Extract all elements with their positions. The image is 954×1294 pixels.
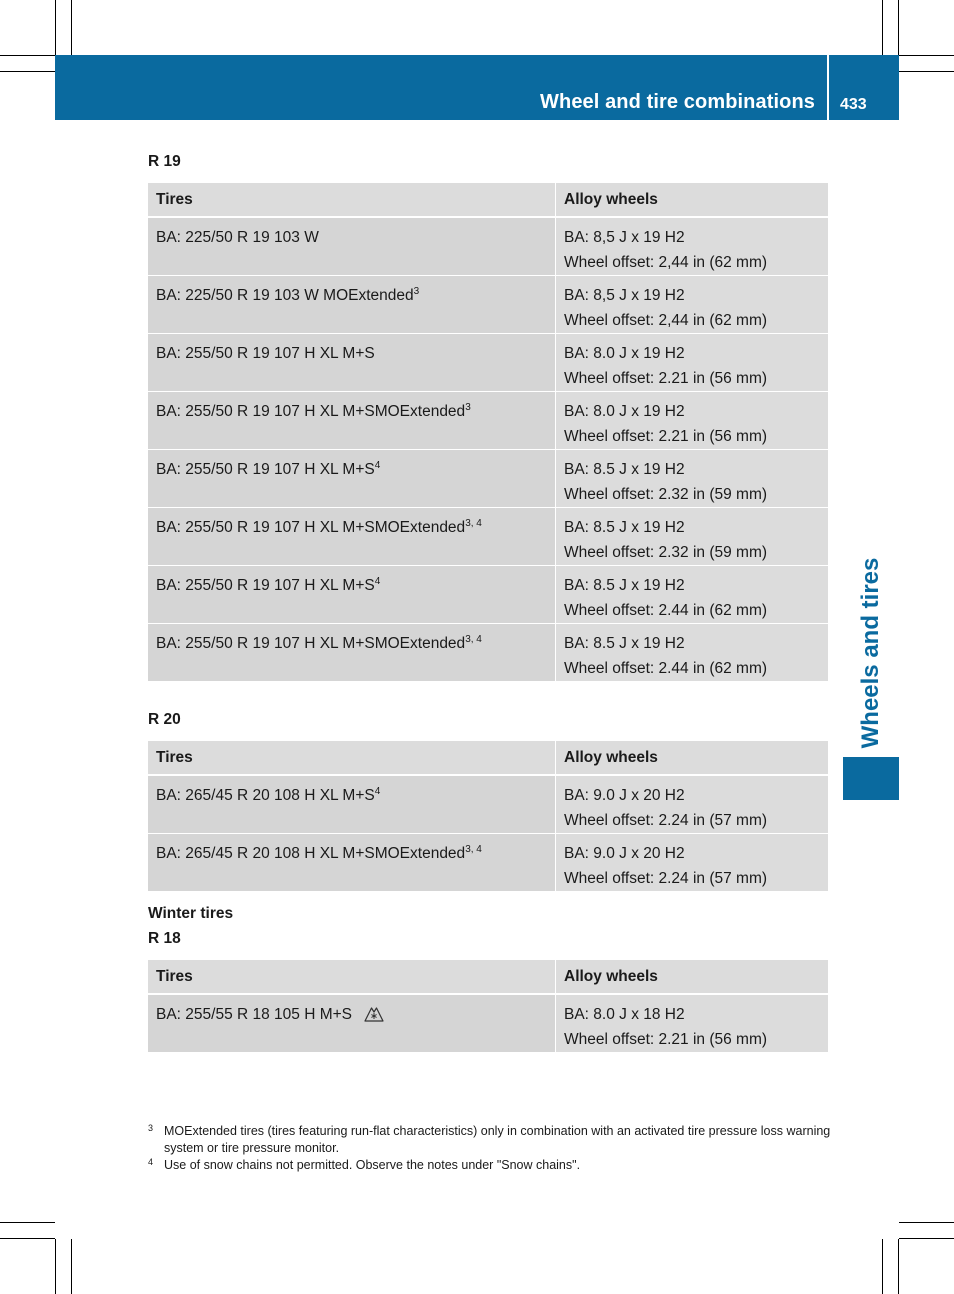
tire-spec: BA: 255/50 R 19 107 H XL M+S [156, 345, 375, 362]
tire-spec: BA: 225/50 R 19 103 W [156, 229, 319, 246]
tire-cell [148, 450, 556, 508]
crop-mark [898, 1239, 899, 1294]
table-row [148, 624, 828, 682]
wheel-offset: Wheel offset: 2.44 in (62 mm) [564, 660, 768, 677]
wheel-offset: Wheel offset: 2.32 in (59 mm) [564, 486, 768, 503]
column-header-alloy-wheels: Alloy wheels [556, 960, 829, 994]
wheel-spec: BA: 8.0 J x 19 H2 [564, 345, 685, 362]
column-header-alloy-wheels: Alloy wheels [556, 183, 829, 217]
footnote-ref: 4 [374, 576, 381, 587]
table-row [148, 834, 828, 892]
wheel-cell [556, 217, 829, 276]
wheel-offset: Wheel offset: 2.44 in (62 mm) [564, 602, 768, 619]
side-tab-marker [843, 757, 899, 800]
wheel-cell [556, 508, 829, 566]
table-row [148, 450, 828, 508]
crop-mark [0, 1238, 55, 1239]
tire-cell [148, 775, 556, 834]
footnote-ref: 4 [374, 460, 381, 471]
tire-spec: BA: 255/50 R 19 107 H XL M+S [156, 461, 375, 478]
tire-spec: BA: 255/50 R 19 107 H XL M+S [156, 577, 375, 594]
footnote [148, 1123, 833, 1157]
wheel-spec: BA: 9.0 J x 20 H2 [564, 787, 685, 804]
wheel-spec: BA: 8.0 J x 18 H2 [564, 1006, 685, 1023]
wheel-spec: BA: 8.0 J x 19 H2 [564, 403, 685, 420]
column-header-tires: Tires [148, 741, 556, 775]
page-number-box [829, 55, 899, 120]
column-header-alloy-wheels: Alloy wheels [556, 741, 829, 775]
page-title: Wheel and tire combinations [540, 91, 815, 113]
wheel-cell [556, 450, 829, 508]
page-number: 433 [840, 96, 867, 113]
wheel-spec: BA: 8.5 J x 19 H2 [564, 461, 685, 478]
wheel-cell [556, 392, 829, 450]
wheel-spec: BA: 8.5 J x 19 H2 [564, 577, 685, 594]
footnote-ref: 3, 4 [465, 634, 482, 645]
wheel-offset: Wheel offset: 2,44 in (62 mm) [564, 312, 768, 329]
footnotes [148, 1123, 833, 1174]
crop-mark [0, 1222, 55, 1223]
snowflake-mountain-icon [364, 1004, 384, 1022]
footnote-ref: 3 [413, 286, 420, 297]
table-header-row [148, 960, 828, 994]
table-r18-winter [148, 960, 828, 1053]
footnote [148, 1157, 833, 1174]
side-tab-label: Wheels and tires [857, 557, 884, 749]
crop-mark [0, 71, 55, 72]
tire-cell [148, 217, 556, 276]
table-row [148, 566, 828, 624]
wheel-spec: BA: 8.5 J x 19 H2 [564, 519, 685, 536]
section-label-r18: R 18 [148, 930, 181, 947]
crop-mark [71, 1239, 72, 1294]
wheel-cell [556, 624, 829, 682]
table-row [148, 775, 828, 834]
tire-spec: BA: 255/55 R 18 105 H M+S [156, 1006, 353, 1023]
tire-cell [148, 508, 556, 566]
footnote-number: 3 [148, 1123, 154, 1133]
table-row [148, 994, 828, 1053]
wheel-spec: BA: 9.0 J x 20 H2 [564, 845, 685, 862]
wheel-cell [556, 566, 829, 624]
crop-mark [55, 0, 56, 55]
tire-spec: BA: 255/50 R 19 107 H XL M+SMOExtended [156, 635, 466, 652]
column-header-tires: Tires [148, 183, 556, 217]
wheel-offset: Wheel offset: 2.24 in (57 mm) [564, 812, 768, 829]
wheel-offset: Wheel offset: 2.24 in (57 mm) [564, 870, 768, 887]
crop-mark [882, 0, 883, 55]
section-heading-winter-tires: Winter tires [148, 905, 234, 922]
wheel-offset: Wheel offset: 2.21 in (56 mm) [564, 428, 768, 445]
wheel-cell [556, 994, 829, 1053]
footnote-ref: 3, 4 [465, 518, 482, 529]
crop-mark [899, 55, 954, 56]
table-row [148, 392, 828, 450]
tire-spec: BA: 255/50 R 19 107 H XL M+SMOExtended [156, 403, 466, 420]
section-label-r19: R 19 [148, 153, 181, 170]
footnote-number: 4 [148, 1157, 154, 1167]
tire-cell [148, 834, 556, 892]
wheel-cell [556, 775, 829, 834]
tire-spec: BA: 265/45 R 20 108 H XL M+S [156, 787, 375, 804]
wheel-offset: Wheel offset: 2,44 in (62 mm) [564, 254, 768, 271]
header-bar [55, 55, 827, 120]
wheel-spec: BA: 8,5 J x 19 H2 [564, 287, 685, 304]
footnote-ref: 3 [465, 402, 471, 413]
table-row [148, 217, 828, 276]
tire-cell [148, 334, 556, 392]
crop-mark [55, 1239, 56, 1294]
footnote-text: MOExtended tires (tires featuring run-flat characteristics) only in combination with an activated tire pressure loss warning system or tire pressure monitor. [164, 1124, 831, 1155]
crop-mark [899, 1238, 954, 1239]
wheel-cell [556, 276, 829, 334]
tire-cell [148, 392, 556, 450]
wheel-cell [556, 834, 829, 892]
section-label-r20: R 20 [148, 711, 181, 728]
crop-mark [898, 0, 899, 55]
tire-spec: BA: 255/50 R 19 107 H XL M+SMOExtended [156, 519, 466, 536]
table-header-row [148, 741, 828, 775]
wheel-spec: BA: 8.5 J x 19 H2 [564, 635, 685, 652]
table-r20 [148, 741, 828, 892]
table-row [148, 508, 828, 566]
wheel-offset: Wheel offset: 2.21 in (56 mm) [564, 1031, 768, 1048]
wheel-cell [556, 334, 829, 392]
tire-spec: BA: 265/45 R 20 108 H XL M+SMOExtended [156, 845, 466, 862]
table-row [148, 276, 828, 334]
crop-mark [0, 55, 55, 56]
table-header-row [148, 183, 828, 217]
table-row [148, 334, 828, 392]
crop-mark [71, 0, 72, 55]
crop-mark [882, 1239, 883, 1294]
table-r19 [148, 183, 828, 682]
tire-spec: BA: 225/50 R 19 103 W MOExtended [156, 287, 414, 304]
crop-mark [899, 71, 954, 72]
tire-cell [148, 994, 556, 1053]
wheel-offset: Wheel offset: 2.32 in (59 mm) [564, 544, 768, 561]
wheel-offset: Wheel offset: 2.21 in (56 mm) [564, 370, 768, 387]
crop-mark [899, 1222, 954, 1223]
tire-cell [148, 624, 556, 682]
footnote-text: Use of snow chains not permitted. Observe the notes under "Snow chains". [164, 1158, 581, 1172]
tire-cell [148, 566, 556, 624]
footnote-ref: 3, 4 [465, 844, 482, 855]
wheel-spec: BA: 8,5 J x 19 H2 [564, 229, 685, 246]
tire-cell [148, 276, 556, 334]
column-header-tires: Tires [148, 960, 556, 994]
footnote-ref: 4 [374, 786, 381, 797]
